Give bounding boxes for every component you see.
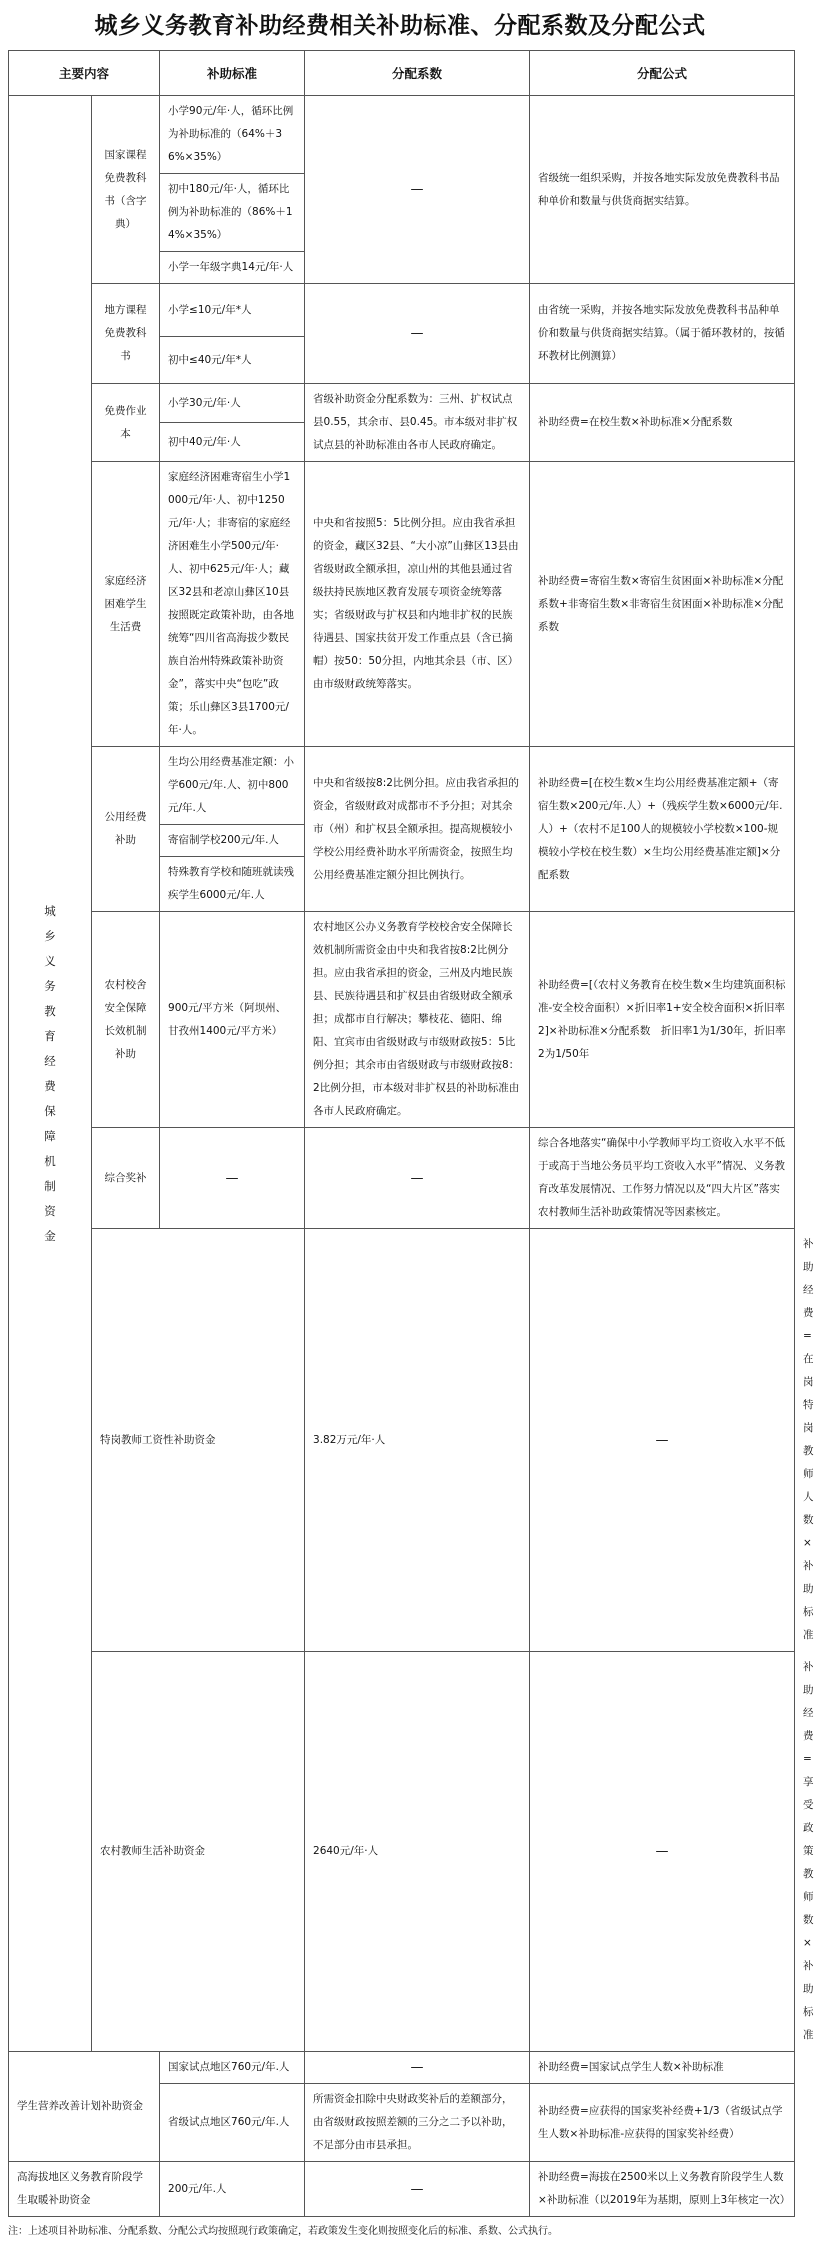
standard-cell: 小学90元/年·人，循环比例为补助标准的（64%＋36%×35%） — [160, 96, 305, 174]
standard-cell: 200元/年.人 — [160, 2162, 305, 2217]
standard-cell: 国家试点地区760元/年.人 — [160, 2052, 305, 2084]
item-name: 综合奖补 — [92, 1128, 160, 1229]
table-row: 特岗教师工资性补助资金 3.82万元/年·人 — 补助经费=在岗特岗教师人数×补助标准 — [9, 1229, 795, 1652]
coef-cell: — — [305, 284, 530, 384]
table-row — [9, 462, 795, 747]
coef-cell: 中央和省级按8:2比例分担。应由我省承担的资金，省级财政对成都市不予分担；对其余市（州）和扩权县全额承担。提高规模较小学校公用经费补助水平所需资金，按照生均公用经费基准定额分担比例执行。 — [305, 747, 530, 912]
formula-cell: 省级统一组织采购，并按各地实际发放免费教科书品种单价和数量与供货商据实结算。 — [530, 96, 795, 284]
standard-cell: 小学30元/年·人 — [160, 384, 305, 423]
standard-cell: 寄宿制学校200元/年.人 — [160, 825, 305, 857]
table-row — [9, 912, 795, 1128]
item-name: 国家课程免费教科书（含字典） — [92, 96, 160, 284]
coef-cell: 省级补助资金分配系数为：三州、扩权试点县0.55，其余市、县0.45。市本级对非扩权试点县的补助标准由各市人民政府确定。 — [305, 384, 530, 462]
subsidy-table — [8, 50, 814, 2217]
standard-cell: 家庭经济困难寄宿生小学1000元/年·人、初中1250元/年·人；非寄宿的家庭经济困难生小学500元/年·人、初中625元/年·人；藏区32县和老凉山彝区10县按照既定政策补助，由各地统筹“四川省高海拔少数民族自治州特殊政策补助资金”，落实中央“包吃”政策；乐山彝区3县1700元/年·人。 — [160, 462, 305, 747]
header-coef: 分配系数 — [305, 51, 530, 96]
standard-cell: 2640元/年·人 — [305, 1652, 530, 2052]
standard-cell: 初中≤40元/年*人 — [160, 337, 305, 384]
coef-cell: — — [305, 2162, 530, 2217]
table-header-row — [9, 51, 795, 96]
coef-cell: — — [530, 1229, 795, 1652]
standard-cell: 900元/平方米（阿坝州、甘孜州1400元/平方米） — [160, 912, 305, 1128]
coef-cell: — — [305, 1128, 530, 1229]
formula-cell: 补助经费=海拔在2500米以上义务教育阶段学生人数×补助标准（以2019年为基期，原则上3年核定一次） — [530, 2162, 795, 2217]
coef-cell: 中央和省按照5：5比例分担。应由我省承担的资金，藏区32县、“大小凉”山彝区13县由省级财政全额承担，凉山州的其他县通过省级扶持民族地区教育发展专项资金统筹落实；省级财政与扩权县和内地非扩权的民族待遇县、国家扶贫开发工作重点县（含已摘帽）按50：50分担，内地其余县（市、区）由市级财政统筹落实。 — [305, 462, 530, 747]
header-formula: 分配公式 — [530, 51, 795, 96]
formula-cell: 补助经费=在校生数×补助标准×分配系数 — [530, 384, 795, 462]
table-row — [9, 1128, 795, 1229]
footnote: 注：上述项目补助标准、分配系数、分配公式均按照现行政策确定，若政策发生变化则按照变化后的标准、系数、公式执行。 — [8, 2226, 558, 2237]
formula-cell: 补助经费=[（农村义务教育在校生数×生均建筑面积标准-安全校舍面积）×折旧率1+安全校舍面积×折旧率2]×补助标准×分配系数 折旧率1为1/30年，折旧率2为1/50年 — [530, 912, 795, 1128]
formula-cell: 补助经费=应获得的国家奖补经费+1/3（省级试点学生人数×补助标准-应获得的国家奖补经费） — [530, 2084, 795, 2162]
item-name: 高海拔地区义务教育阶段学生取暖补助资金 — [9, 2162, 160, 2217]
item-name: 免费作业本 — [92, 384, 160, 462]
standard-cell: 初中180元/年·人，循环比例为补助标准的（86%＋14%×35%） — [160, 174, 305, 252]
item-name: 家庭经济困难学生生活费 — [92, 462, 160, 747]
table-row — [9, 2162, 795, 2217]
formula-cell: 由省统一采购，并按各地实际发放免费教科书品种单价和数量与供货商据实结算。（属于循环教材的，按循环教材比例测算） — [530, 284, 795, 384]
standard-cell: — — [160, 1128, 305, 1229]
table-row — [9, 96, 795, 174]
table-row — [9, 2052, 795, 2084]
item-name: 特岗教师工资性补助资金 — [92, 1229, 305, 1652]
item-name: 公用经费补助 — [92, 747, 160, 912]
formula-cell: 补助经费=国家试点学生人数×补助标准 — [530, 2052, 795, 2084]
table-row: 农村教师生活补助资金 2640元/年·人 — 补助经费=享受政策教师数×补助标准 — [9, 1652, 795, 2052]
standard-cell: 初中40元/年·人 — [160, 423, 305, 462]
standard-cell: 生均公用经费基准定额：小学600元/年.人、初中800元/年.人 — [160, 747, 305, 825]
item-name: 农村教师生活补助资金 — [92, 1652, 305, 2052]
standard-cell: 小学一年级字典14元/年·人 — [160, 252, 305, 284]
standard-cell: 省级试点地区760元/年.人 — [160, 2084, 305, 2162]
standard-cell: 小学≤10元/年*人 — [160, 284, 305, 337]
header-main: 主要内容 — [9, 51, 160, 96]
coef-cell: 所需资金扣除中央财政奖补后的差额部分，由省级财政按照差额的三分之二予以补助，不足部分由市县承担。 — [305, 2084, 530, 2162]
standard-cell: 3.82万元/年·人 — [305, 1229, 530, 1652]
header-standard: 补助标准 — [160, 51, 305, 96]
formula-cell: 补助经费=寄宿生数×寄宿生贫困面×补助标准×分配系数+非寄宿生数×非寄宿生贫困面×补助标准×分配系数 — [530, 462, 795, 747]
item-name: 农村校舍安全保障长效机制补助 — [92, 912, 160, 1128]
item-name: 地方课程免费教科书 — [92, 284, 160, 384]
table-row — [9, 284, 795, 337]
page-title: 城乡义务教育补助经费相关补助标准、分配系数及分配公式 — [94, 12, 706, 39]
item-name: 学生营养改善计划补助资金 — [9, 2052, 160, 2162]
formula-cell: 综合各地落实“确保中小学教师平均工资收入水平不低于或高于当地公务员平均工资收入水平”情况、义务教育改革发展情况、工作努力情况以及“四大片区”落实农村教师生活补助政策情况等因素核定。 — [530, 1128, 795, 1229]
standard-cell: 特殊教育学校和随班就读残疾学生6000元/年.人 — [160, 857, 305, 912]
coef-cell: 农村地区公办义务教育学校校舍安全保障长效机制所需资金由中央和我省按8:2比例分担。应由我省承担的资金，三州及内地民族县、民族待遇县和扩权县由省级财政全额承担；成都市自行解决；攀枝花、德阳、绵阳、宜宾市由省级财政与市级财政按5：5比例分担；其余市由省级财政与市级财政按8：2比例分担，市本级对非扩权县的补助标准由各市人民政府确定。 — [305, 912, 530, 1128]
table-row — [9, 747, 795, 825]
coef-cell: — — [305, 2052, 530, 2084]
coef-cell: — — [530, 1652, 795, 2052]
coef-cell: — — [305, 96, 530, 284]
formula-cell: 补助经费=[在校生数×生均公用经费基准定额+（寄宿生数×200元/年.人）+（残疾学生数×6000元/年.人）+（农村不足100人的规模较小学校数×100-规模较小学校在校生数）×生均公用经费基准定额]×分配系数 — [530, 747, 795, 912]
table-row — [9, 384, 795, 423]
section-label: 城乡义务教育经费保障机制资金 — [9, 96, 92, 2052]
